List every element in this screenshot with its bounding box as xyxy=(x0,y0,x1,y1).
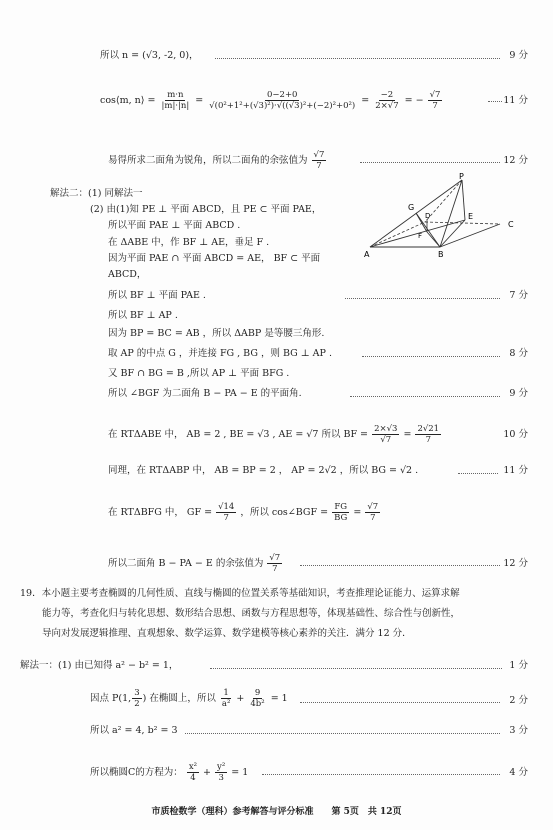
score-mark: 10 分 xyxy=(503,429,528,440)
text-line: 所以平面 PAE ⊥ 平面 ABCD . xyxy=(108,220,241,231)
text-line: 解法二：(1) 同解法一 xyxy=(50,188,143,199)
text-line: 同理，在 RTΔABP 中， AB = BP = 2 ， AP = 2√2 ，所以 BG = √2 . xyxy=(108,465,419,476)
formula-bf: 在 RTΔABE 中， AB = 2 , BE = √3 , AE = √7 所以 BF = $\frac{2\times√3}{√7}$ = $\frac{2√21}{7}$ xyxy=(108,424,440,445)
formula-point-p: 因点 P(1, $\frac{3}{2}$ ) 在椭圆上，所以 $\frac{1}{\text{a²}}$ + $\frac{9}{\text{4b²}}$ = 1 xyxy=(90,688,288,709)
svg-text:C: C xyxy=(508,220,514,229)
formula-ellipse: 所以椭圆C的方程为： $\frac{\text{x²}}{4}$ + $\frac{\text{y²}}{3}$ = 1 xyxy=(90,762,249,783)
score-mark: 9 分 xyxy=(509,388,528,399)
score-mark: 2 分 xyxy=(509,695,528,706)
text-line: 解法一：(1) 由已知得 a² − b² = 1， xyxy=(20,660,179,671)
score-mark: 1 分 xyxy=(509,660,528,671)
text-line: 能力等，考查化归与转化思想、数形结合思想、函数与方程思想等，体现基础性、综合性与创新性， xyxy=(42,608,461,619)
svg-text:A: A xyxy=(364,250,370,259)
score-mark: 3 分 xyxy=(509,725,528,736)
text-line: 所以 n = (√3, -2, 0)， xyxy=(100,50,199,61)
score-mark: 12 分 xyxy=(503,558,528,569)
leader-dots xyxy=(300,565,500,566)
text-line: 因为平面 PAE ∩ 平面 ABCD = AE， BF ⊂ 平面 xyxy=(108,253,321,264)
leader-dots xyxy=(300,702,500,703)
leader-dots xyxy=(345,298,500,299)
text-line: 在 ΔABE 中，作 BF ⊥ AE，垂足 F . xyxy=(108,237,270,248)
leader-dots xyxy=(210,668,502,669)
formula-cos-bgf: 在 RTΔBFG 中， GF = $\frac{√14}{7}$ ，所以 cos∠BGF = $\frac{FG}{BG}$ = $\frac{√7}{7}$ xyxy=(108,502,379,523)
text-line: (2) 由(1)知 PE ⊥ 平面 ABCD，且 PE ⊂ 平面 PAE， xyxy=(90,204,322,215)
leader-dots xyxy=(350,396,500,397)
text-line: 19．本小题主要考查椭圆的几何性质、直线与椭圆的位置关系等基础知识，考查推理论证能力、运算求解 xyxy=(20,588,460,599)
score-mark: 11 分 xyxy=(503,465,528,476)
text-line: 所以 BF ⊥ AP . xyxy=(108,310,178,321)
text-line: 导向对发展逻辑推理、直观想象、数学运算、数学建模等核心素养的关注．满分 12 分． xyxy=(42,628,412,639)
text-line: 取 AP 的中点 G ，并连接 FG , BG ，则 BG ⊥ AP . xyxy=(108,348,332,359)
leader-dots xyxy=(215,58,500,59)
leader-dots xyxy=(362,356,500,357)
text-line: 因为 BP = BC = AB ，所以 ΔABP 是等腰三角形. xyxy=(108,328,325,339)
leader-dots xyxy=(488,101,502,102)
score-mark: 12 分 xyxy=(503,155,528,166)
svg-text:F: F xyxy=(418,232,423,240)
text-line: 所以 BF ⊥ 平面 PAE . xyxy=(108,290,206,301)
text-line: 所以二面角 B − PA − E 的余弦值为 $\frac{√7}{7}$ xyxy=(108,553,281,574)
svg-text:B: B xyxy=(438,250,444,259)
text-line: 所以 a² = 4, b² = 3 xyxy=(90,725,178,736)
score-mark: 11 分 xyxy=(503,95,528,106)
leader-dots xyxy=(458,473,498,474)
text-line: 所以 ∠BGF 为二面角 B − PA − E 的平面角. xyxy=(108,388,302,399)
geometry-figure xyxy=(362,172,522,262)
text-line: 易得所求二面角为锐角，所以二面角的余弦值为 $\frac{√7}{7}$ xyxy=(108,150,325,171)
score-mark: 7 分 xyxy=(509,290,528,301)
text-line: ABCD， xyxy=(108,269,147,280)
svg-text:D: D xyxy=(425,212,431,220)
page-footer: 市质检数学（理科）参考解答与评分标准 第 5页 共 12页 xyxy=(151,807,402,817)
score-mark: 9 分 xyxy=(509,50,528,61)
text-line: 又 BF ∩ BG = B ,所以 AP ⊥ 平面 BFG . xyxy=(108,368,290,379)
score-mark: 8 分 xyxy=(509,348,528,359)
leader-dots xyxy=(262,774,500,775)
svg-text:E: E xyxy=(468,212,474,221)
svg-text:G: G xyxy=(408,203,415,212)
formula-cos-mn: cos⟨m, n⟩ = $\frac{m\cdot n}{|m|\cdot|n|}$ = $\frac{0-2+0}{\text{√(0²+1²+(√3)²)·√((√3)²+(−2)²+0²)}}$ = $\frac{-2}{2\times√7}$ = − $\frac{√7}{7}$ xyxy=(100,90,441,111)
leader-dots xyxy=(360,162,500,163)
score-mark: 4 分 xyxy=(509,767,528,778)
svg-text:P: P xyxy=(459,172,464,181)
leader-dots xyxy=(185,733,500,734)
